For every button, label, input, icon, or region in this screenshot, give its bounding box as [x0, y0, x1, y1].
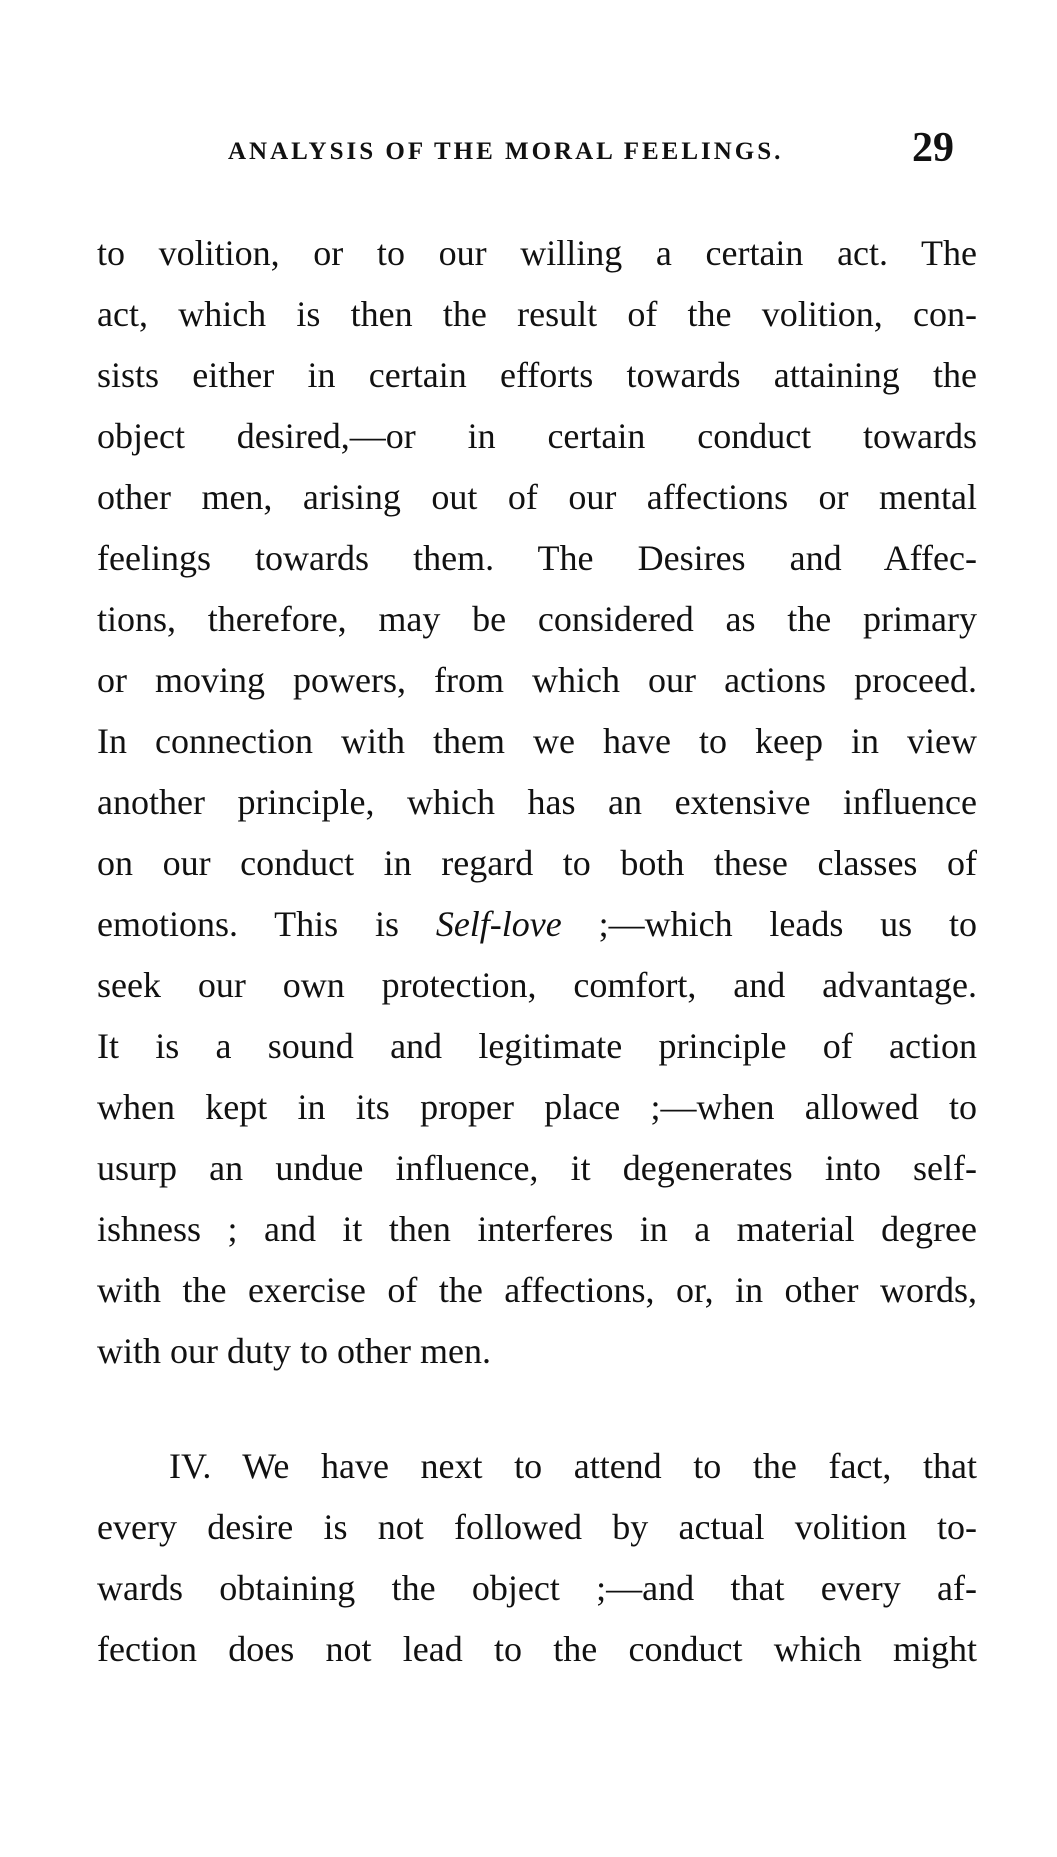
text-line: object desired,—or in certain conduct towards [97, 416, 977, 456]
text-line: wards obtaining the object ;—and that every af- [97, 1568, 977, 1608]
paragraph [97, 223, 977, 1382]
text-line: It is a sound and legitimate principle of action [97, 1026, 977, 1066]
text-line: usurp an undue influence, it degenerates into self- [97, 1148, 977, 1188]
text-line: tions, therefore, may be considered as the primary [97, 599, 977, 639]
text-line: fection does not lead to the conduct which might [97, 1629, 977, 1669]
text-line: seek our own protection, comfort, and advantage. [97, 965, 977, 1005]
text-line: feelings towards them. The Desires and Affec- [97, 538, 977, 578]
text-line: another principle, which has an extensive influence [97, 782, 977, 822]
text-line: with the exercise of the affections, or, in other words, [97, 1270, 977, 1310]
text-line: every desire is not followed by actual volition to- [97, 1507, 977, 1547]
text-line: on our conduct in regard to both these classes of [97, 843, 977, 883]
text-line: with our duty to other men. [97, 1331, 491, 1371]
text-line: to volition, or to our willing a certain act. The [97, 233, 977, 273]
text-line: other men, arising out of our affections or mental [97, 477, 977, 517]
text-line: sists either in certain efforts towards attaining the [97, 355, 977, 395]
running-head: ANALYSIS OF THE MORAL FEELINGS. [228, 138, 784, 165]
text-line: ishness ; and it then interferes in a material degree [97, 1209, 977, 1249]
page-number: 29 [912, 125, 954, 171]
paragraph [97, 1436, 977, 1680]
text-line: or moving powers, from which our actions proceed. [97, 660, 977, 700]
text-line: when kept in its proper place ;—when allowed to [97, 1087, 977, 1127]
text-line: In connection with them we have to keep in view [97, 721, 977, 761]
text-line: emotions. This is Self-love ;—which leads us to [97, 904, 978, 944]
text-line: act, which is then the result of the volition, con- [97, 294, 977, 334]
text-line: IV. We have next to attend to the fact, that [169, 1446, 977, 1486]
